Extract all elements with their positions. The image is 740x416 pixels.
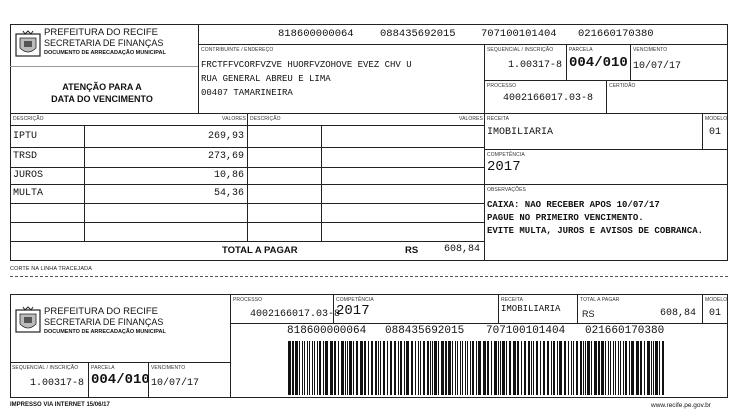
barcode-bar bbox=[543, 341, 545, 395]
stub-barcode-digits-3: 707100101404 bbox=[486, 325, 566, 337]
vencimento-label: VENCIMENTO bbox=[633, 47, 668, 53]
barcode-bar bbox=[553, 341, 555, 395]
barcode-bar bbox=[462, 341, 463, 395]
row-desc: JUROS bbox=[13, 170, 44, 181]
barcode-bar bbox=[441, 341, 444, 395]
stub-total-value: 608,84 bbox=[659, 308, 696, 319]
barcode-bar bbox=[400, 341, 402, 395]
processo-label: PROCESSO bbox=[487, 83, 517, 89]
barcode-bar bbox=[651, 341, 652, 395]
barcode-bar bbox=[605, 341, 606, 395]
divider bbox=[566, 44, 567, 80]
barcode-bar bbox=[319, 341, 321, 395]
barcode-bar bbox=[349, 341, 352, 395]
divider bbox=[484, 44, 485, 113]
recife-coat-of-arms-icon bbox=[15, 306, 41, 336]
barcode-bar bbox=[338, 341, 339, 395]
barcode-bar bbox=[368, 341, 369, 395]
barcode-bar bbox=[330, 341, 333, 395]
observacoes-line3: EVITE MULTA, JUROS E AVISOS DE COBRANCA. bbox=[487, 226, 704, 236]
divider bbox=[702, 294, 703, 323]
barcode-bar bbox=[406, 341, 409, 395]
barcode-bar bbox=[644, 341, 645, 395]
barcode-bar bbox=[613, 341, 614, 395]
barcode-bar bbox=[302, 341, 303, 395]
barcode-bar bbox=[307, 341, 308, 395]
barcode-bar bbox=[494, 341, 497, 395]
stub-competencia-value: 2017 bbox=[336, 303, 370, 319]
barcode-bar bbox=[309, 341, 310, 395]
stub-sequencial-label: SEQUENCIAL / INSCRIÇÃO bbox=[12, 365, 79, 371]
barcode-bar bbox=[576, 341, 578, 395]
row-desc: MULTA bbox=[13, 188, 44, 199]
divider bbox=[484, 149, 728, 150]
total-currency: RS bbox=[405, 245, 419, 256]
barcode-bar bbox=[557, 341, 558, 395]
barcode-bar bbox=[420, 341, 421, 395]
divider bbox=[10, 362, 230, 363]
row-desc: TRSD bbox=[13, 151, 38, 162]
divider bbox=[230, 294, 231, 398]
contributor-name: FRCTFFVCORFVZVE HUORFVZOHOVE EVEZ CHV U bbox=[201, 60, 412, 70]
modelo-value: 01 bbox=[709, 127, 722, 138]
barcode-bar bbox=[375, 341, 377, 395]
contributor-street: RUA GENERAL ABREU E LIMA bbox=[201, 74, 331, 84]
barcode-bar bbox=[312, 341, 313, 395]
barcode-bar bbox=[288, 341, 291, 395]
barcode-bar bbox=[594, 341, 597, 395]
contributor-district: 00407 TAMARINEIRA bbox=[201, 88, 293, 98]
barcode-bar bbox=[580, 341, 582, 395]
barcode-bar bbox=[452, 341, 453, 395]
barcode-bar bbox=[618, 341, 619, 395]
barcode-bar bbox=[325, 341, 328, 395]
cut-line bbox=[10, 276, 728, 277]
stub-receita-label: RECEITA bbox=[501, 297, 523, 303]
col-descricao-1: DESCRIÇÃO bbox=[13, 116, 44, 122]
barcode-bar bbox=[460, 341, 461, 395]
stub-org-name: PREFEITURA DO RECIFE bbox=[44, 306, 159, 317]
sequencial-value: 1.00317-8 bbox=[507, 60, 562, 71]
barcode-digits-2: 088435692015 bbox=[380, 28, 456, 40]
footer-website: www.recife.pe.gov.br bbox=[651, 402, 711, 409]
barcode-bar bbox=[620, 341, 621, 395]
divider bbox=[198, 44, 728, 45]
barcode-bar bbox=[498, 341, 499, 395]
col-descricao-2: DESCRIÇÃO bbox=[250, 116, 281, 122]
divider bbox=[10, 203, 484, 204]
barcode-bar bbox=[500, 341, 501, 395]
divider bbox=[230, 323, 728, 324]
stub-total-currency: RS bbox=[582, 309, 595, 319]
stub-parcela-value: 004/010 bbox=[91, 372, 150, 388]
barcode-bar bbox=[394, 341, 396, 395]
barcode-bar bbox=[448, 341, 451, 395]
barcode-bar bbox=[509, 341, 511, 395]
barcode-bar bbox=[334, 341, 336, 395]
barcode-bar bbox=[636, 341, 639, 395]
barcode-bar bbox=[476, 341, 477, 395]
contributor-label: CONTRIBUINTE / ENDEREÇO bbox=[201, 47, 274, 53]
barcode-bar bbox=[647, 341, 650, 395]
barcode-bar bbox=[423, 341, 425, 395]
barcode-bar bbox=[434, 341, 437, 395]
barcode-bar bbox=[536, 341, 538, 395]
barcode-bar bbox=[583, 341, 584, 395]
divider bbox=[10, 147, 484, 148]
barcode-bar bbox=[353, 341, 354, 395]
barcode-bar bbox=[625, 341, 627, 395]
barcode-bar bbox=[411, 341, 413, 395]
barcode-bar bbox=[587, 341, 590, 395]
barcode-bar bbox=[506, 341, 507, 395]
stub-barcode-digits-2: 088435692015 bbox=[385, 325, 465, 337]
receita-label: RECEITA bbox=[487, 116, 509, 122]
barcode-bar bbox=[608, 341, 609, 395]
barcode-bar bbox=[364, 341, 366, 395]
barcode-bar bbox=[551, 341, 552, 395]
barcode-bar bbox=[467, 341, 468, 395]
divider bbox=[10, 66, 198, 67]
org-document-type: DOCUMENTO DE ARRECADAÇÃO MUNICIPAL bbox=[44, 50, 166, 56]
barcode-bar bbox=[356, 341, 358, 395]
barcode-bar bbox=[341, 341, 344, 395]
barcode-bar bbox=[465, 341, 466, 395]
barcode-bar bbox=[640, 341, 642, 395]
col-valores-1: VALORES bbox=[222, 116, 246, 122]
barcode-bar bbox=[573, 341, 574, 395]
barcode-bar bbox=[371, 341, 373, 395]
barcode-bar bbox=[540, 341, 541, 395]
stub-org-secretaria: SECRETARIA DE FINANÇAS bbox=[44, 317, 164, 327]
row-value: 269,93 bbox=[207, 131, 244, 142]
row-value: 273,69 bbox=[207, 151, 244, 162]
barcode-bar bbox=[487, 341, 489, 395]
stub-parcela-label: PARCELA bbox=[91, 365, 115, 371]
stub-competencia-label: COMPETÊNCIA bbox=[336, 297, 374, 303]
observacoes-label: OBSERVAÇÕES bbox=[487, 187, 526, 193]
barcode-bar bbox=[304, 341, 305, 395]
divider bbox=[702, 113, 703, 149]
footer-printed: IMPRESSO VIA INTERNET 15/06/17 bbox=[10, 402, 110, 408]
attention-line1: ATENÇÃO PARA A bbox=[62, 82, 142, 92]
barcode-bar bbox=[390, 341, 392, 395]
parcela-value: 004/010 bbox=[569, 55, 628, 71]
barcode-bar bbox=[517, 341, 519, 395]
barcode-bar bbox=[398, 341, 399, 395]
barcode-bar bbox=[483, 341, 486, 395]
barcode-bar bbox=[404, 341, 405, 395]
total-label: TOTAL A PAGAR bbox=[222, 245, 298, 256]
barcode-bar bbox=[317, 341, 318, 395]
barcode-bar bbox=[653, 341, 654, 395]
barcode-bar bbox=[659, 341, 660, 395]
attention-line2: DATA DO VENCIMENTO bbox=[51, 94, 153, 104]
barcode-bar bbox=[457, 341, 458, 395]
col-valores-2: VALORES bbox=[459, 116, 483, 122]
barcode-bar bbox=[547, 341, 549, 395]
divider bbox=[84, 125, 85, 241]
stub-barcode-digits-4: 021660170380 bbox=[585, 325, 665, 337]
processo-value: 4002166017.03-8 bbox=[503, 93, 594, 104]
divider bbox=[484, 113, 485, 261]
barcode-digits-4: 021660170380 bbox=[578, 28, 654, 40]
divider bbox=[606, 80, 607, 113]
divider bbox=[498, 294, 499, 323]
divider bbox=[630, 44, 631, 80]
cut-label: CORTE NA LINHA TRACEJADA bbox=[10, 266, 92, 272]
barcode-bar bbox=[662, 341, 664, 395]
barcode-bar bbox=[360, 341, 363, 395]
barcode-bar bbox=[383, 341, 385, 395]
org-name: PREFEITURA DO RECIFE bbox=[44, 27, 159, 38]
barcode-bar bbox=[585, 341, 586, 395]
barcode-bar bbox=[455, 341, 456, 395]
stub-processo-label: PROCESSO bbox=[233, 297, 263, 303]
stub-org-document-type: DOCUMENTO DE ARRECADAÇÃO MUNICIPAL bbox=[44, 329, 166, 335]
barcode-bar bbox=[564, 341, 566, 395]
barcode-digits-1: 818600000064 bbox=[278, 28, 354, 40]
parcela-label: PARCELA bbox=[569, 47, 593, 53]
barcode-bar bbox=[491, 341, 492, 395]
barcode-bar bbox=[380, 341, 381, 395]
barcode-bar bbox=[521, 341, 522, 395]
barcode-bar bbox=[387, 341, 388, 395]
barcode-bar bbox=[438, 341, 439, 395]
modelo-label: MODELO bbox=[705, 116, 728, 122]
barcode-bar bbox=[533, 341, 534, 395]
certidao-label: CERTIDÃO bbox=[609, 83, 636, 89]
divider bbox=[198, 24, 199, 113]
barcode-digits-3: 707100101404 bbox=[481, 28, 557, 40]
barcode-bar bbox=[571, 341, 572, 395]
divider bbox=[10, 113, 728, 114]
receita-value: IMOBILIARIA bbox=[487, 127, 554, 138]
stub-processo-value: 4002166017.03-8 bbox=[250, 309, 341, 320]
org-secretaria: SECRETARIA DE FINANÇAS bbox=[44, 38, 164, 48]
observacoes-line2: PAGUE NO PRIMEIRO VENCIMENTO. bbox=[487, 213, 644, 223]
barcode-bar bbox=[314, 341, 315, 395]
barcode-bar bbox=[478, 341, 481, 395]
stub-total-label: TOTAL A PAGAR bbox=[580, 297, 620, 303]
barcode-bar bbox=[502, 341, 505, 395]
barcode-icon bbox=[288, 341, 668, 395]
stub-barcode-digits-1: 818600000064 bbox=[287, 325, 367, 337]
barcode-bar bbox=[470, 341, 471, 395]
barcode-bar bbox=[347, 341, 348, 395]
row-value: 54,36 bbox=[213, 188, 244, 199]
barcode-bar bbox=[472, 341, 474, 395]
barcode-bar bbox=[378, 341, 379, 395]
barcode-bar bbox=[531, 341, 532, 395]
divider bbox=[10, 241, 484, 242]
barcode-bar bbox=[629, 341, 630, 395]
row-value: 10,86 bbox=[213, 170, 244, 181]
barcode-bar bbox=[295, 341, 298, 395]
recife-coat-of-arms-icon bbox=[15, 30, 41, 60]
row-desc: IPTU bbox=[13, 131, 38, 142]
barcode-bar bbox=[445, 341, 447, 395]
divider bbox=[10, 167, 484, 168]
vencimento-value: 10/07/17 bbox=[633, 61, 682, 72]
divider bbox=[577, 294, 578, 323]
observacoes-line1: CAIXA: NAO RECEBER APOS 10/07/17 bbox=[487, 200, 660, 210]
stub-modelo-label: MODELO bbox=[705, 297, 728, 303]
divider bbox=[484, 184, 728, 185]
competencia-value: 2017 bbox=[487, 159, 521, 175]
barcode-bar bbox=[427, 341, 429, 395]
barcode-bar bbox=[631, 341, 634, 395]
barcode-bar bbox=[591, 341, 592, 395]
barcode-bar bbox=[568, 341, 569, 395]
stub-receita-value: IMOBILIARIA bbox=[501, 304, 561, 314]
barcode-bar bbox=[418, 341, 419, 395]
barcode-bar bbox=[655, 341, 658, 395]
barcode-bar bbox=[601, 341, 604, 395]
competencia-label: COMPETÊNCIA bbox=[487, 152, 525, 158]
barcode-bar bbox=[430, 341, 431, 395]
barcode-bar bbox=[623, 341, 624, 395]
total-value: 608,84 bbox=[443, 244, 480, 255]
barcode-bar bbox=[432, 341, 433, 395]
barcode-bar bbox=[615, 341, 616, 395]
divider bbox=[321, 125, 322, 241]
barcode-bar bbox=[528, 341, 530, 395]
sequencial-label: SEQUENCIAL / INSCRIÇÃO bbox=[487, 47, 554, 53]
barcode-bar bbox=[415, 341, 416, 395]
barcode-bar bbox=[559, 341, 562, 395]
barcode-bar bbox=[610, 341, 611, 395]
barcode-bar bbox=[524, 341, 526, 395]
divider bbox=[10, 222, 484, 223]
barcode-bar bbox=[323, 341, 324, 395]
stub-modelo-value: 01 bbox=[709, 308, 722, 319]
stub-vencimento-label: VENCIMENTO bbox=[151, 365, 186, 371]
barcode-bar bbox=[513, 341, 516, 395]
divider bbox=[10, 184, 484, 185]
barcode-bar bbox=[292, 341, 294, 395]
barcode-bar bbox=[598, 341, 600, 395]
stub-sequencial-value: 1.00317-8 bbox=[29, 378, 84, 389]
divider bbox=[88, 362, 89, 398]
barcode-bar bbox=[345, 341, 346, 395]
stub-vencimento-value: 10/07/17 bbox=[151, 378, 200, 389]
barcode-bar bbox=[299, 341, 300, 395]
